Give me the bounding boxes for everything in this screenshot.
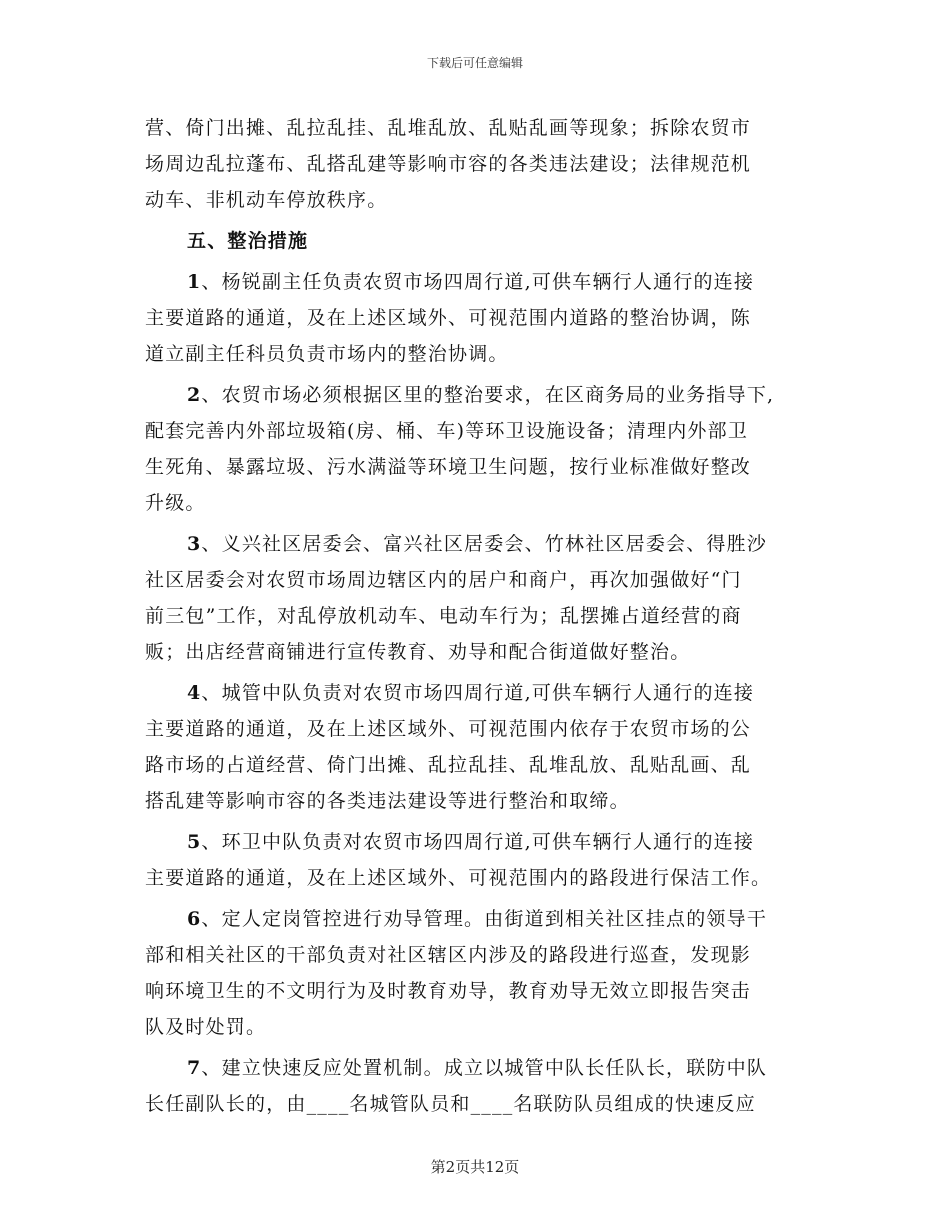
measure-item-3 bbox=[145, 526, 805, 670]
paragraph-continuation bbox=[145, 110, 805, 218]
text-segment: 、农贸市场必须根据区里的整治要求，在区商务局的业务指导下, bbox=[201, 384, 775, 406]
item-number: 3 bbox=[187, 533, 202, 555]
item-number: 6 bbox=[187, 908, 202, 930]
text-line: 队及时处罚。 bbox=[145, 1016, 267, 1038]
item-number: 7 bbox=[187, 1057, 202, 1079]
text-line: 搭乱建等影响市容的各类违法建设等进行整治和取缔。 bbox=[145, 790, 630, 812]
text-line bbox=[145, 264, 805, 300]
text-line: 路市场的占道经营、倚门出摊、乱拉乱挂、乱堆乱放、乱贴乱画、乱 bbox=[145, 754, 752, 776]
text-line bbox=[145, 675, 805, 711]
text-segment: 、义兴社区居委会、富兴社区居委会、竹林社区居委会、得胜沙 bbox=[201, 533, 768, 555]
text-line: 前三包”工作，对乱停放机动车、电动车行为；乱摆摊占道经营的商 bbox=[145, 605, 742, 627]
text-line: 配套完善内外部垃圾箱(房、桶、车)等环卫设施设备；清理内外部卫 bbox=[145, 420, 749, 442]
item-number: 1 bbox=[187, 271, 202, 293]
text-line bbox=[145, 1050, 805, 1086]
heading-text: 五、整治措施 bbox=[187, 230, 309, 252]
text-line: 升级。 bbox=[145, 492, 206, 514]
measure-item-2 bbox=[145, 377, 805, 521]
text-segment: 、环卫中队负责对农贸市场四周行道,可供车辆行人通行的连接 bbox=[201, 831, 755, 853]
text-line: 主要道路的通道，及在上述区域外、可视范围内的路段进行保洁工作。 bbox=[145, 867, 772, 889]
section-heading bbox=[145, 223, 805, 259]
measure-item-4 bbox=[145, 675, 805, 819]
text-line bbox=[145, 901, 805, 937]
measure-item-1 bbox=[145, 264, 805, 372]
text-line: 道立副主任科员负责市场内的整治协调。 bbox=[145, 343, 509, 365]
text-segment: 、城管中队负责对农贸市场四周行道,可供车辆行人通行的连接 bbox=[201, 682, 755, 704]
text-line: 贩；出店经营商铺进行宣传教育、劝导和配合街道做好整治。 bbox=[145, 641, 691, 663]
text-segment: 、定人定岗管控进行劝导管理。由街道到相关社区挂点的领导干 bbox=[201, 908, 768, 930]
item-number: 4 bbox=[187, 682, 202, 704]
document-body bbox=[145, 110, 805, 1122]
measure-item-6 bbox=[145, 901, 805, 1045]
text-line: 长任副队长的，由____名城管队员和____名联防队员组成的快速反应 bbox=[145, 1093, 756, 1115]
text-line: 动车、非机动车停放秩序。 bbox=[145, 189, 388, 211]
text-line: 场周边乱拉蓬布、乱搭乱建等影响市容的各类违法建设；法律规范机 bbox=[145, 153, 752, 175]
page-header: 下载后可任意编辑 bbox=[426, 56, 523, 70]
text-line: 部和相关社区的干部负责对社区辖区内涉及的路段进行巡查，发现影 bbox=[145, 944, 752, 966]
text-line: 响环境卫生的不文明行为及时教育劝导，教育劝导无效立即报告突击 bbox=[145, 980, 752, 1002]
text-line: 主要道路的通道，及在上述区域外、可视范围内依存于农贸市场的公 bbox=[145, 718, 752, 740]
text-line: 主要道路的通道，及在上述区域外、可视范围内道路的整治协调，陈 bbox=[145, 307, 752, 329]
text-line bbox=[145, 824, 805, 860]
text-segment: 、建立快速反应处置机制。成立以城管中队长任队长，联防中队 bbox=[201, 1057, 768, 1079]
measure-item-5 bbox=[145, 824, 805, 896]
text-line: 生死角、暴露垃圾、污水满溢等环境卫生问题，按行业标准做好整改 bbox=[145, 456, 752, 478]
text-line: 营、倚门出摊、乱拉乱挂、乱堆乱放、乱贴乱画等现象；拆除农贸市 bbox=[145, 117, 752, 139]
item-number: 5 bbox=[187, 831, 202, 853]
page-footer: 第2页共12页 bbox=[430, 1158, 520, 1176]
item-number: 2 bbox=[187, 384, 202, 406]
text-line bbox=[145, 377, 805, 413]
text-line bbox=[145, 526, 805, 562]
text-segment: 、杨锐副主任负责农贸市场四周行道,可供车辆行人通行的连接 bbox=[201, 271, 755, 293]
text-line: 社区居委会对农贸市场周边辖区内的居户和商户，再次加强做好“门 bbox=[145, 569, 742, 591]
measure-item-7 bbox=[145, 1050, 805, 1122]
